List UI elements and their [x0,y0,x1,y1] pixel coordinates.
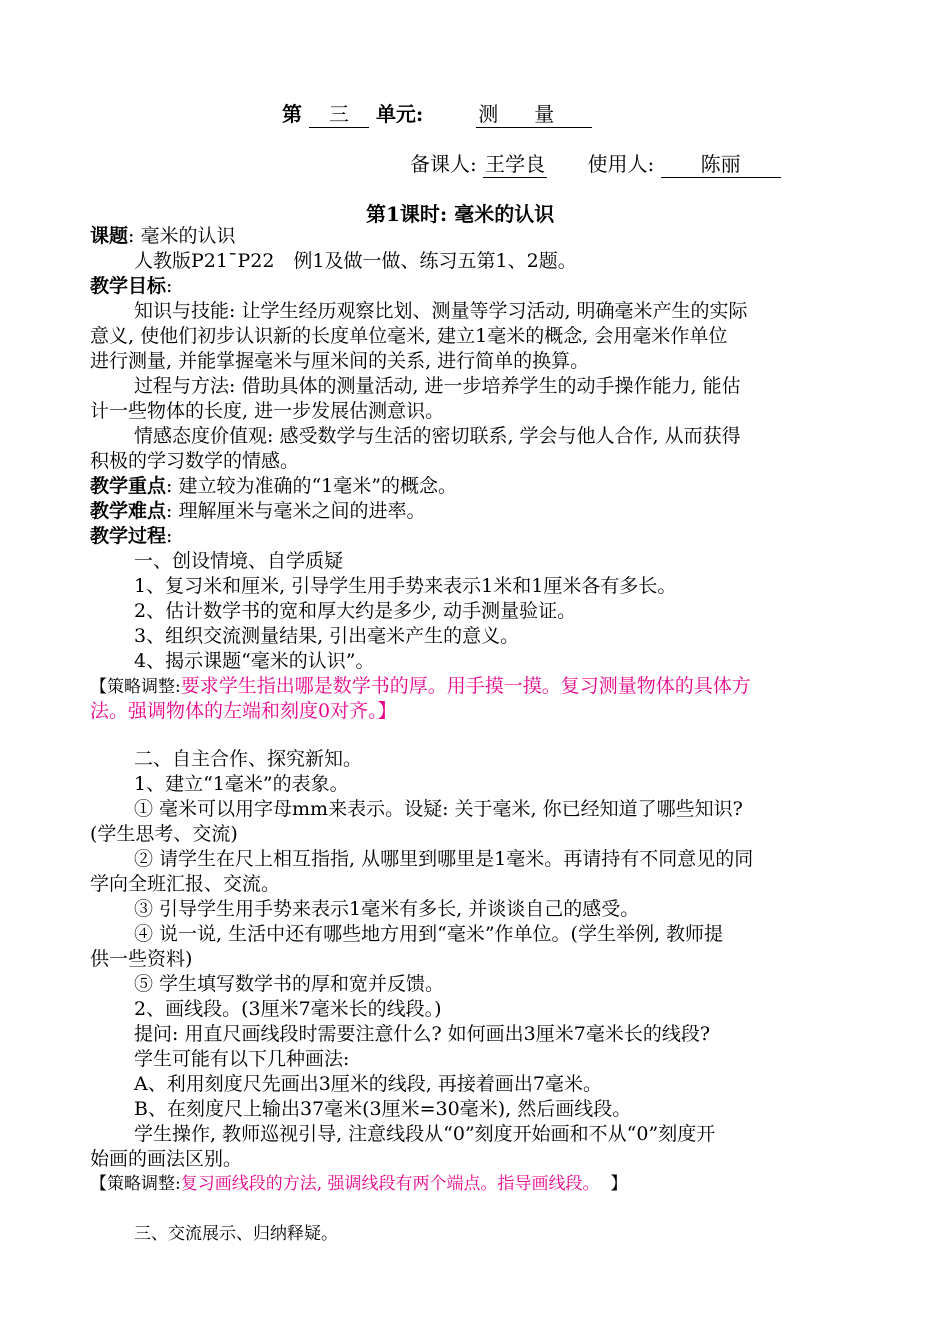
section2-line: ④ 说一说, 生活中还有哪些地方用到“毫米”作单位。(学生举例, 教师提 [134,923,724,945]
section2-line: ③ 引导学生用手势来表示1毫米有多长, 并谈谈自己的感受。 [134,898,640,920]
section3-heading: 三、交流展示、归纳释疑。 [134,1224,338,1244]
section2-line: 学向全班汇报、交流。 [90,873,281,895]
section2-line: (学生思考、交流) [90,823,238,845]
objective-line: 意义, 使他们初步认识新的长度单位毫米, 建立1毫米的概念, 会用毫米作单位 [90,325,728,347]
unit-suffix: 单元: [375,102,424,126]
strategy-text: 法。强调物体的左端和刻度0对齐。】 [90,700,397,722]
lesson-title: 第1课时: 毫米的认识 [366,202,555,226]
section2-line: 2、画线段。(3厘米7毫米长的线段。) [134,998,442,1020]
section1-heading: 一、创设情境、自学质疑 [134,550,344,572]
topic-line [90,224,870,249]
preparer-label: 备课人: [410,152,477,176]
key-point-label: 教学重点 [90,475,167,497]
unit-subject: 测量 [476,98,592,128]
section2-heading: 二、自主合作、探究新知。 [134,748,363,770]
unit-prefix: 第 [282,102,302,126]
objective-line: 情感态度价值观: 感受数学与生活的密切联系, 学会与他人合作, 从而获得 [134,425,741,447]
strategy-open: 【策略调整: [90,677,181,697]
section1-item: 1、复习米和厘米, 引导学生用手势来表示1米和1厘米各有多长。 [134,575,677,597]
section1-item: 2、估计数学书的宽和厚大约是多少, 动手测量验证。 [134,600,577,622]
section2-line: 提问: 用直尺画线段时需要注意什么? 如何画出3厘米7毫米长的线段? [134,1023,711,1045]
unit-number: 三 [309,98,369,128]
section2-line: ② 请学生在尺上相互指指, 从哪里到哪里是1毫米。再请持有不同意见的同 [134,848,754,870]
key-point-line [90,474,870,499]
section1-item: 4、揭示课题“毫米的认识”。 [134,650,375,672]
objective-line: 计一些物体的长度, 进一步发展估测意识。 [90,400,445,422]
strategy-text: 复习画线段的方法, 强调线段有两个端点。指导画线段。 [180,1174,600,1194]
section2-line: ① 毫米可以用字母mm来表示。设疑: 关于毫米, 你已经知道了哪些知识? [134,798,743,820]
process-heading: 教学过程: [90,525,173,547]
preparer-line [410,148,781,178]
user-label: 使用人: [587,152,655,176]
section1-item: 3、组织交流测量结果, 引出毫米产生的意义。 [134,625,520,647]
unit-title [282,98,592,128]
objective-line: 过程与方法: 借助具体的测量活动, 进一步培养学生的动手操作能力, 能估 [134,375,741,397]
section2-line: 始画的画法区别。 [90,1148,243,1170]
section2-line: 1、建立“1毫米”的表象。 [134,773,349,795]
topic-label: 课题 [90,225,129,247]
process-label: 教学过程 [90,525,167,547]
user-name: 陈丽 [661,148,781,178]
difficulty-line [90,499,870,524]
section2-line: 供一些资料) [90,948,193,970]
objectives-label: 教学目标 [90,275,167,297]
section2-line: ⑤ 学生填写数学书的厚和宽并反馈。 [134,973,445,995]
key-point-text: : 建立较为准确的“1毫米”的概念。 [166,475,457,497]
preparer-name: 王学良 [483,148,547,178]
difficulty-text: : 理解厘米与毫米之间的进率。 [166,500,426,522]
strategy-text: 要求学生指出哪是数学书的厚。用手摸一摸。复习测量物体的具体方 [180,675,751,697]
objective-line: 知识与技能: 让学生经历观察比划、测量等学习活动, 明确毫米产生的实际 [134,300,748,322]
section2-line: 学生操作, 教师巡视引导, 注意线段从“0”刻度开始画和不从“0”刻度开 [134,1123,716,1145]
objective-line: 积极的学习数学的情感。 [90,450,300,472]
topic-source: 人教版P21¯P22 例1及做一做、练习五第1、2题。 [134,250,577,272]
objectives-heading: 教学目标: [90,275,173,297]
section2-line: B、在刻度尺上输出37毫米(3厘米=30毫米), 然后画线段。 [134,1098,632,1120]
section2-line: A、利用刻度尺先画出3厘米的线段, 再接着画出7毫米。 [134,1073,602,1095]
difficulty-label: 教学难点 [90,500,167,522]
section2-line: 学生可能有以下几种画法: [134,1048,350,1070]
strategy-close: 】 [610,1174,628,1194]
strategy-note-2 [90,1172,870,1197]
strategy-open: 【策略调整: [90,1174,181,1194]
objective-line: 进行测量, 并能掌握毫米与厘米间的关系, 进行简单的换算。 [90,350,590,372]
topic-text: : 毫米的认识 [128,225,236,247]
strategy-note-1 [90,674,870,700]
